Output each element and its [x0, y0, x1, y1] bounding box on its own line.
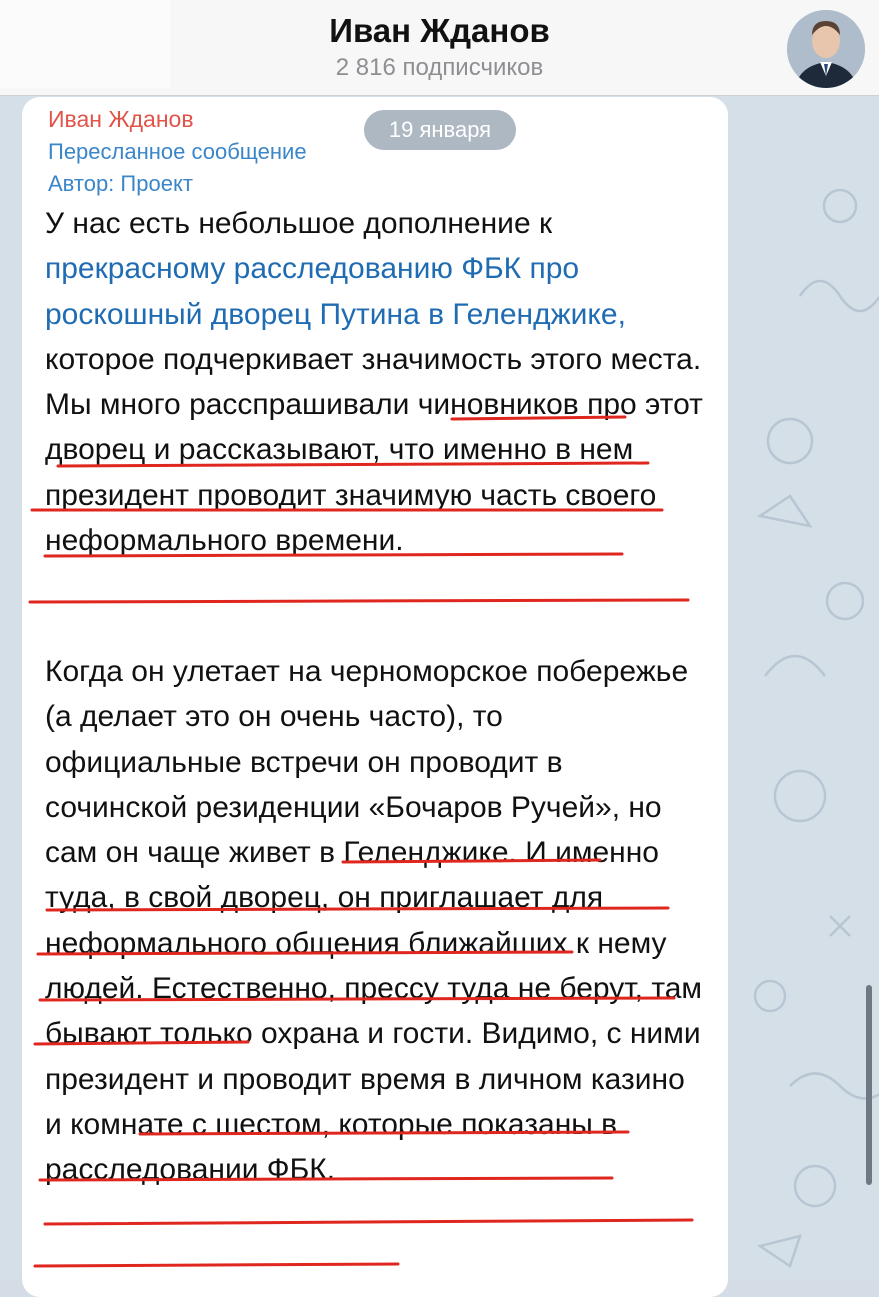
- author-label: Автор:: [48, 171, 115, 196]
- author-name: Проект: [120, 171, 193, 196]
- avatar-photo: [787, 10, 865, 88]
- scrollbar[interactable]: [866, 985, 872, 1185]
- date-badge: 19 января: [364, 110, 516, 150]
- channel-title[interactable]: Иван Жданов: [329, 12, 550, 49]
- fbk-investigation-link[interactable]: прекрасному расследованию ФБК про роскошный дворец Путина в Геленджике,: [45, 252, 626, 331]
- forward-source-name[interactable]: Иван Жданов: [48, 106, 194, 132]
- channel-header: [0, 0, 879, 96]
- subscriber-count: 2 816 подписчиков: [335, 54, 544, 81]
- channel-avatar[interactable]: [787, 10, 865, 88]
- author-line: [48, 171, 193, 197]
- message-paragraph-2: Когда он улетает на черноморское побережье (а делает это он очень часто), то официальные встречи он проводит в сочинской резиденции «Бочаров Ручей», но сам он чаще живет в Геленджике. И именно туда, в свой дворец, он приглашает для неформального общения ближайших к нему людей. Естественно, прессу туда не берут, там бывают только охрана и гости. Видимо, с ними президент и проводит время в личном казино и комнате с шестом, которые показаны в расследовании ФБК.: [45, 655, 703, 1187]
- message-paragraph-1: [45, 201, 705, 563]
- paragraph-1-start: У нас есть небольшое дополнение к: [45, 207, 553, 240]
- paragraph-1-end: которое подчеркивает значимость этого места. Мы много расспрашивали чиновников про этот дворец и рассказывают, что именно в нем президент проводит значимую часть своего неформального времени.: [45, 342, 703, 558]
- forwarded-message-label: Пересланное сообщение: [48, 139, 307, 164]
